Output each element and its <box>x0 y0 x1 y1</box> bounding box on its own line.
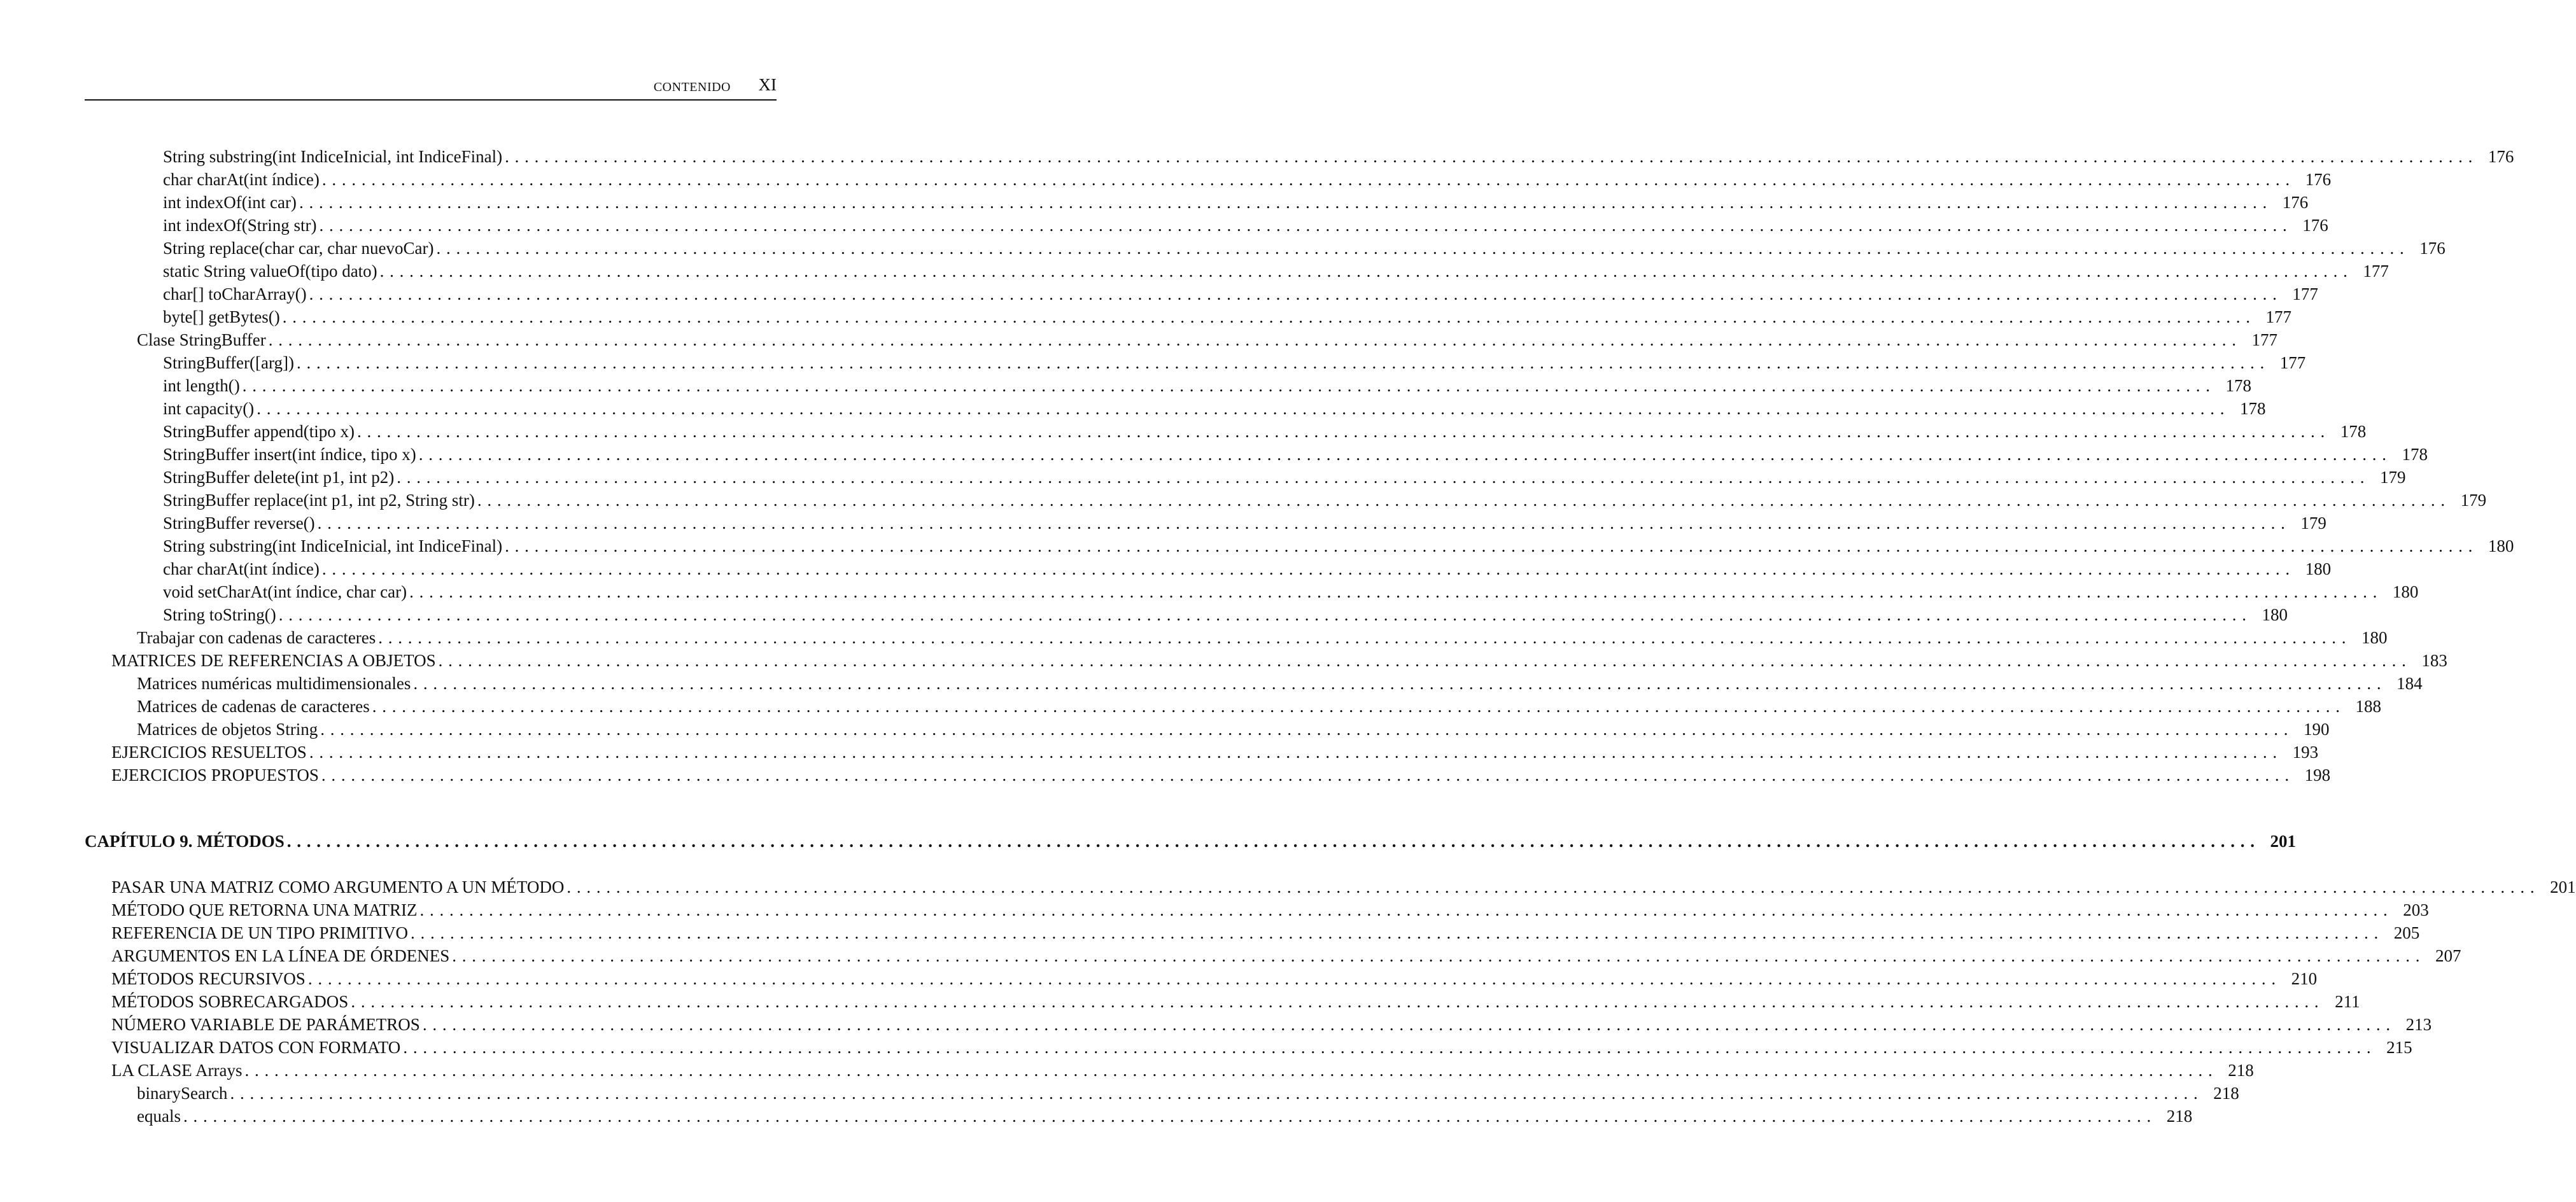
toc-entry-page: 201 <box>2270 832 2297 851</box>
toc-entry-page: 177 <box>2292 284 2318 304</box>
toc-entry-title: char charAt(int índice) <box>163 170 320 189</box>
toc-entry <box>163 512 2326 534</box>
dot-leader: . . . . . . . . . . . . . . . . . . . . . . . . . . . . . . . . . . . . . . . . . . . . . . . . . . . . . . . . . . . . . . . . . . . . . . . . . . . . . . . . . . . . . . . . . . . . . . . . . . . . . . . . . . . . . . . . . . . . . . . . . . . . . . . . . . . . . . . . . . . . . . . . . . . . . . . . . . . . . . . . . . . . . . . . . . . . . . . . . . . . . . . . . . . . . . . . . . . . . . . . <box>321 170 2291 189</box>
toc-entry-page: 178 <box>2402 445 2428 464</box>
toc-entry <box>163 169 2332 190</box>
toc-entry-title: PASAR UNA MATRIZ COMO ARGUMENTO A UN MÉTODO <box>111 877 565 897</box>
toc-entry-page: 201 <box>2550 877 2576 897</box>
toc-entry-title: Matrices de cadenas de caracteres <box>137 697 370 716</box>
dot-leader: . . . . . . . . . . . . . . . . . . . . . . . . . . . . . . . . . . . . . . . . . . . . . . . . . . . . . . . . . . . . . . . . . . . . . . . . . . . . . . . . . . . . . . . . . . . . . . . . . . . . . . . . . . . . . . . . . . . . . . . . . . . . . . . . . . . . . . . . . . . . . . . . . . . . . . . . . . . . . . . . . . . . . . . . . . . . . . . . . . . . . . . . . . . . . . . . . . . . . . . . <box>317 514 2286 533</box>
dot-leader: . . . . . . . . . . . . . . . . . . . . . . . . . . . . . . . . . . . . . . . . . . . . . . . . . . . . . . . . . . . . . . . . . . . . . . . . . . . . . . . . . . . . . . . . . . . . . . . . . . . . . . . . . . . . . . . . . . . . . . . . . . . . . . . . . . . . . . . . . . . . . . . . . . . . . . . . . . . . . . . . . . . . . . . . . . . . . . . . . . . . . . . . . . . . . . . . . . . . . . . . <box>309 743 2278 762</box>
toc-entry-title: int capacity() <box>163 399 255 418</box>
dot-leader: . . . . . . . . . . . . . . . . . . . . . . . . . . . . . . . . . . . . . . . . . . . . . . . . . . . . . . . . . . . . . . . . . . . . . . . . . . . . . . . . . . . . . . . . . . . . . . . . . . . . . . . . . . . . . . . . . . . . . . . . . . . . . . . . . . . . . . . . . . . . . . . . . . . . . . . . . . . . . . . . . . . . . . . . . . . . . . . . . . . . . . . . . . . . . . . . . . . . . . . . <box>413 674 2382 693</box>
chapter-heading-entry <box>85 830 2297 852</box>
toc-entry <box>163 604 2288 625</box>
toc-entry-title: ARGUMENTOS EN LA LÍNEA DE ÓRDENES <box>111 946 450 965</box>
toc-entry <box>137 718 2330 740</box>
toc-entry <box>137 329 2277 351</box>
toc-entry <box>111 991 2360 1012</box>
toc-entry-title: StringBuffer replace(int p1, int p2, String str) <box>163 491 475 510</box>
toc-entry <box>111 1014 2432 1035</box>
toc-entry-page: 176 <box>2302 216 2328 235</box>
toc-entry <box>163 466 2406 488</box>
dot-leader: . . . . . . . . . . . . . . . . . . . . . . . . . . . . . . . . . . . . . . . . . . . . . . . . . . . . . . . . . . . . . . . . . . . . . . . . . . . . . . . . . . . . . . . . . . . . . . . . . . . . . . . . . . . . . . . . . . . . . . . . . . . . . . . . . . . . . . . . . . . . . . . . . . . . . . . . . . . . . . . . . . . . . . . . . . . . . . . . . . . . . . . . . . . . . . . . . . . . . . . . <box>319 216 2288 235</box>
dot-leader: . . . . . . . . . . . . . . . . . . . . . . . . . . . . . . . . . . . . . . . . . . . . . . . . . . . . . . . . . . . . . . . . . . . . . . . . . . . . . . . . . . . . . . . . . . . . . . . . . . . . . . . . . . . . . . . . . . . . . . . . . . . . . . . . . . . . . . . . . . . . . . . . . . . . . . . . . . . . . . . . . . . . . . . . . . . . . . . . . . . . . . . . . . . . . . . . . . . . . . . . <box>309 284 2277 304</box>
toc-entry <box>163 489 2487 511</box>
dot-leader: . . . . . . . . . . . . . . . . . . . . . . . . . . . . . . . . . . . . . . . . . . . . . . . . . . . . . . . . . . . . . . . . . . . . . . . . . . . . . . . . . . . . . . . . . . . . . . . . . . . . . . . . . . . . . . . . . . . . . . . . . . . . . . . . . . . . . . . . . . . . . . . . . . . . . . . . . . . . . . . . . . . . . . . . . . . . . . . . . . . . . . . . . . . . . . . . . . . . . . . . <box>422 1015 2391 1034</box>
toc-entry-title: static String valueOf(tipo dato) <box>163 262 377 281</box>
dot-leader: . . . . . . . . . . . . . . . . . . . . . . . . . . . . . . . . . . . . . . . . . . . . . . . . . . . . . . . . . . . . . . . . . . . . . . . . . . . . . . . . . . . . . . . . . . . . . . . . . . . . . . . . . . . . . . . . . . . . . . . . . . . . . . . . . . . . . . . . . . . . . . . . . . . . . . . . . . . . . . . . . . . . . . . . . . . . . . . . . . . . . . . . . . . . . . . . . . . . . . . . <box>257 399 2225 418</box>
dot-leader: . . . . . . . . . . . . . . . . . . . . . . . . . . . . . . . . . . . . . . . . . . . . . . . . . . . . . . . . . . . . . . . . . . . . . . . . . . . . . . . . . . . . . . . . . . . . . . . . . . . . . . . . . . . . . . . . . . . . . . . . . . . . . . . . . . . . . . . . . . . . . . . . . . . . . . . . . . . . . . . . . . . . . . . . . . . . . . . . . . . . . . . . . . . . . . . . . . . . . . . . <box>321 559 2291 578</box>
toc-entry-title: int indexOf(int car) <box>163 193 297 212</box>
dot-leader: . . . . . . . . . . . . . . . . . . . . . . . . . . . . . . . . . . . . . . . . . . . . . . . . . . . . . . . . . . . . . . . . . . . . . . . . . . . . . . . . . . . . . . . . . . . . . . . . . . . . . . . . . . . . . . . . . . . . . . . . . . . . . . . . . . . . . . . . . . . . . . . . . . . . . . . . . . . . . . . . . . . . . . . . . . . . . . . . . . . . . . . . . . . . . . . . . . . . . . . . <box>438 651 2407 670</box>
toc-entry-title: MATRICES DE REFERENCIAS A OBJETOS <box>111 651 436 670</box>
toc-entry-page: 176 <box>2282 193 2309 212</box>
header-page-numeral: XI <box>758 75 777 94</box>
toc-entry-title: StringBuffer reverse() <box>163 514 315 533</box>
toc-entry-page: 215 <box>2386 1038 2412 1057</box>
dot-leader: . . . . . . . . . . . . . . . . . . . . . . . . . . . . . . . . . . . . . . . . . . . . . . . . . . . . . . . . . . . . . . . . . . . . . . . . . . . . . . . . . . . . . . . . . . . . . . . . . . . . . . . . . . . . . . . . . . . . . . . . . . . . . . . . . . . . . . . . . . . . . . . . . . . . . . . . . . . . . . . . . . . . . . . . . . . . . . . . . . . . . . . . . . . . . . . . . . . . . . . . <box>372 697 2341 716</box>
toc-entry-page: 218 <box>2166 1107 2193 1126</box>
toc-entry <box>111 1037 2412 1058</box>
toc-entry-title: REFERENCIA DE UN TIPO PRIMITIVO <box>111 923 409 942</box>
toc-entry-page: 180 <box>2305 559 2332 578</box>
toc-entry-page: 205 <box>2393 923 2420 942</box>
toc-entry <box>163 535 2514 557</box>
toc-entry-page: 180 <box>2488 536 2514 556</box>
toc-entry <box>111 876 2576 898</box>
toc-entry-page: 188 <box>2355 697 2382 716</box>
dot-leader: . . . . . . . . . . . . . . . . . . . . . . . . . . . . . . . . . . . . . . . . . . . . . . . . . . . . . . . . . . . . . . . . . . . . . . . . . . . . . . . . . . . . . . . . . . . . . . . . . . . . . . . . . . . . . . . . . . . . . . . . . . . . . . . . . . . . . . . . . . . . . . . . . . . . . . . . . . . . . . . . . . . . . . . . . . . . . . . . . . . . . . . . . . . . . . . . . . . . . . . . <box>307 969 2277 988</box>
toc-entry-title: StringBuffer([arg]) <box>163 353 294 372</box>
toc-entry-title: String substring(int IndiceInicial, int IndiceFinal) <box>163 147 503 166</box>
dot-leader: . . . . . . . . . . . . . . . . . . . . . . . . . . . . . . . . . . . . . . . . . . . . . . . . . . . . . . . . . . . . . . . . . . . . . . . . . . . . . . . . . . . . . . . . . . . . . . . . . . . . . . . . . . . . . . . . . . . . . . . . . . . . . . . . . . . . . . . . . . . . . . . . . . . . . . . . . . . . . . . . . . . . . . . . . . . . . . . . . . . . . . . . . . . . . . . . . . . . . . . . <box>268 330 2237 349</box>
dot-leader: . . . . . . . . . . . . . . . . . . . . . . . . . . . . . . . . . . . . . . . . . . . . . . . . . . . . . . . . . . . . . . . . . . . . . . . . . . . . . . . . . . . . . . . . . . . . . . . . . . . . . . . . . . . . . . . . . . . . . . . . . . . . . . . . . . . . . . . . . . . . . . . . . . . . . . . . . . . . . . . . . . . . . . . . . . . . . . . . . . . . . . . . . . . . . . . . . . . . . . . . <box>403 1038 2372 1057</box>
toc-entry-title: void setCharAt(int índice, char car) <box>163 582 407 601</box>
toc-entry-page: 207 <box>2435 946 2461 965</box>
dot-leader: . . . . . . . . . . . . . . . . . . . . . . . . . . . . . . . . . . . . . . . . . . . . . . . . . . . . . . . . . . . . . . . . . . . . . . . . . . . . . . . . . . . . . . . . . . . . . . . . . . . . . . . . . . . . . . . . . . . . . . . . . . . . . . . . . . . . . . . . . . . . . . . . . . . . . . . . . . . . . . . . . . . . . . . . . . . . . . . . . . . . . . . . . . . . . . . . . . . . . . . . <box>242 376 2211 395</box>
toc-entry-title: MÉTODO QUE RETORNA UNA MATRIZ <box>111 900 418 919</box>
toc-entry-title: StringBuffer append(tipo x) <box>163 422 355 441</box>
toc-entry-title: Matrices de objetos String <box>137 720 318 739</box>
toc-entry-title: equals <box>137 1107 181 1126</box>
toc-entry-title: StringBuffer insert(int índice, tipo x) <box>163 445 416 464</box>
toc-entry <box>163 283 2318 305</box>
dot-leader: . . . . . . . . . . . . . . . . . . . . . . . . . . . . . . . . . . . . . . . . . . . . . . . . . . . . . . . . . . . . . . . . . . . . . . . . . . . . . . . . . . . . . . . . . . . . . . . . . . . . . . . . . . . . . . . . . . . . . . . . . . . . . . . . . . . . . . . . . . . . . . . . . . . . . . . . . . . . . . . . . . . . . . . . . . . . . . . . . . . . . . . . . . . . . . . . . . . . . . . . <box>183 1107 2152 1126</box>
dot-leader: . . . . . . . . . . . . . . . . . . . . . . . . . . . . . . . . . . . . . . . . . . . . . . . . . . . . . . . . . . . . . . . . . . . . . . . . . . . . . . . . . . . . . . . . . . . . . . . . . . . . . . . . . . . . . . . . . . . . . . . . . . . . . . . . . . . . . . . . . . . . . . . . . . . . . . . . . . . . . . . . . . . . . . . . . . . . . . . . . . . . . . . . . . . . . . . . . . . . . . . . <box>356 422 2326 441</box>
toc-entry <box>163 421 2367 442</box>
toc-entry-title: int indexOf(String str) <box>163 216 317 235</box>
toc-entry-title: binarySearch <box>137 1084 228 1103</box>
toc-entry <box>111 650 2447 671</box>
toc-entry-page: 177 <box>2265 307 2291 326</box>
toc-entry <box>163 192 2309 213</box>
toc-entry <box>137 1105 2193 1127</box>
toc-entry <box>163 146 2514 167</box>
toc-entry-page: 176 <box>2419 239 2446 258</box>
toc-entry-title: MÉTODOS RECURSIVOS <box>111 969 306 988</box>
toc-entry-title: byte[] getBytes() <box>163 307 280 326</box>
toc-entry-title: LA CLASE Arrays <box>111 1061 243 1080</box>
toc-entry-title: String replace(char car, char nuevoCar) <box>163 239 434 258</box>
toc-entry-page: 177 <box>2251 330 2277 349</box>
toc-entry <box>111 899 2429 921</box>
toc-entry-page: 178 <box>2340 422 2367 441</box>
toc-entry-page: 193 <box>2292 743 2319 762</box>
dot-leader: . . . . . . . . . . . . . . . . . . . . . . . . . . . . . . . . . . . . . . . . . . . . . . . . . . . . . . . . . . . . . . . . . . . . . . . . . . . . . . . . . . . . . . . . . . . . . . . . . . . . . . . . . . . . . . . . . . . . . . . . . . . . . . . . . . . . . . . . . . . . . . . . . . . . . . . . . . . . . . . . . . . . . . . . . . . . . . . . . . . . . . . . . . . . . . . . . . . . . . . . <box>452 946 2421 965</box>
toc-entry-page: 218 <box>2213 1084 2239 1103</box>
running-header <box>85 75 777 101</box>
toc-entry-page: 177 <box>2363 262 2389 281</box>
toc-entry-title: String toString() <box>163 605 276 624</box>
toc-entry <box>137 673 2423 694</box>
toc-entry-page: 190 <box>2303 720 2330 739</box>
toc-entry-page: 213 <box>2405 1015 2432 1034</box>
toc-entry-page: 179 <box>2300 514 2326 533</box>
toc-entry-title: Clase StringBuffer <box>137 330 266 349</box>
toc-entry <box>137 1082 2239 1104</box>
toc-entry <box>111 922 2420 944</box>
toc-entry-title: VISUALIZAR DATOS CON FORMATO <box>111 1038 401 1057</box>
toc-entry <box>163 237 2446 259</box>
dot-leader: . . . . . . . . . . . . . . . . . . . . . . . . . . . . . . . . . . . . . . . . . . . . . . . . . . . . . . . . . . . . . . . . . . . . . . . . . . . . . . . . . . . . . . . . . . . . . . . . . . . . . . . . . . . . . . . . . . . . . . . . . . . . . . . . . . . . . . . . . . . . . . . . . . . . . . . . . . . . . . . . . . . . . . . . . . . . . . . . . . . . . . . . . . . . . . . . . . . . . . . . <box>418 445 2387 464</box>
dot-leader: . . . . . . . . . . . . . . . . . . . . . . . . . . . . . . . . . . . . . . . . . . . . . . . . . . . . . . . . . . . . . . . . . . . . . . . . . . . . . . . . . . . . . . . . . . . . . . . . . . . . . . . . . . . . . . . . . . . . . . . . . . . . . . . . . . . . . . . . . . . . . . . . . . . . . . . . . . . . . . . . . . . . . . . . . . . . . . . . . . . . . . . . . . . . . . . . . . . . . . . . <box>230 1084 2199 1103</box>
toc-entry <box>111 764 2331 786</box>
toc-entry <box>163 444 2428 465</box>
dot-leader: . . . . . . . . . . . . . . . . . . . . . . . . . . . . . . . . . . . . . . . . . . . . . . . . . . . . . . . . . . . . . . . . . . . . . . . . . . . . . . . . . . . . . . . . . . . . . . . . . . . . . . . . . . . . . . . . . . . . . . . . . . . . . . . . . . . . . . . . . . . . . . . . . . . . . . . . . . . . . . . . . . . . . . . . . . . . . . . . . . . . . . . . . . . . . . . . . . . . . . . . <box>286 832 2256 851</box>
dot-leader: . . . . . . . . . . . . . . . . . . . . . . . . . . . . . . . . . . . . . . . . . . . . . . . . . . . . . . . . . . . . . . . . . . . . . . . . . . . . . . . . . . . . . . . . . . . . . . . . . . . . . . . . . . . . . . . . . . . . . . . . . . . . . . . . . . . . . . . . . . . . . . . . . . . . . . . . . . . . . . . . . . . . . . . . . . . . . . . . . . . . . . . . . . . . . . . . . . . . . . . . <box>411 923 2379 942</box>
dot-leader: . . . . . . . . . . . . . . . . . . . . . . . . . . . . . . . . . . . . . . . . . . . . . . . . . . . . . . . . . . . . . . . . . . . . . . . . . . . . . . . . . . . . . . . . . . . . . . . . . . . . . . . . . . . . . . . . . . . . . . . . . . . . . . . . . . . . . . . . . . . . . . . . . . . . . . . . . . . . . . . . . . . . . . . . . . . . . . . . . . . . . . . . . . . . . . . . . . . . . . . . <box>351 992 2319 1011</box>
toc-entry-title: EJERCICIOS PROPUESTOS <box>111 765 319 785</box>
toc-entry-page: 178 <box>2239 399 2266 418</box>
header-section-title: CONTENIDO <box>653 80 731 94</box>
toc-entry-page: 177 <box>2279 353 2306 372</box>
dot-leader: . . . . . . . . . . . . . . . . . . . . . . . . . . . . . . . . . . . . . . . . . . . . . . . . . . . . . . . . . . . . . . . . . . . . . . . . . . . . . . . . . . . . . . . . . . . . . . . . . . . . . . . . . . . . . . . . . . . . . . . . . . . . . . . . . . . . . . . . . . . . . . . . . . . . . . . . . . . . . . . . . . . . . . . . . . . . . . . . . . . . . . . . . . . . . . . . . . . . . . . . <box>436 239 2405 258</box>
toc-entry-page: 179 <box>2460 491 2487 510</box>
toc-entry <box>163 398 2266 419</box>
toc-entry-page: 176 <box>2305 170 2332 189</box>
toc-entry-title: CAPÍTULO 9. MÉTODOS <box>85 832 285 851</box>
toc-entry <box>163 558 2332 580</box>
toc-entry-page: 203 <box>2403 900 2429 919</box>
dot-leader: . . . . . . . . . . . . . . . . . . . . . . . . . . . . . . . . . . . . . . . . . . . . . . . . . . . . . . . . . . . . . . . . . . . . . . . . . . . . . . . . . . . . . . . . . . . . . . . . . . . . . . . . . . . . . . . . . . . . . . . . . . . . . . . . . . . . . . . . . . . . . . . . . . . . . . . . . . . . . . . . . . . . . . . . . . . . . . . . . . . . . . . . . . . . . . . . . . . . . . . . <box>321 765 2290 785</box>
toc-entry <box>163 260 2389 282</box>
dot-leader: . . . . . . . . . . . . . . . . . . . . . . . . . . . . . . . . . . . . . . . . . . . . . . . . . . . . . . . . . . . . . . . . . . . . . . . . . . . . . . . . . . . . . . . . . . . . . . . . . . . . . . . . . . . . . . . . . . . . . . . . . . . . . . . . . . . . . . . . . . . . . . . . . . . . . . . . . . . . . . . . . . . . . . . . . . . . . . . . . . . . . . . . . . . . . . . . . . . . . . . . <box>379 262 2348 281</box>
toc-entry-page: 180 <box>2392 582 2419 601</box>
toc-entry-title: char charAt(int índice) <box>163 559 320 578</box>
dot-leader: . . . . . . . . . . . . . . . . . . . . . . . . . . . . . . . . . . . . . . . . . . . . . . . . . . . . . . . . . . . . . . . . . . . . . . . . . . . . . . . . . . . . . . . . . . . . . . . . . . . . . . . . . . . . . . . . . . . . . . . . . . . . . . . . . . . . . . . . . . . . . . . . . . . . . . . . . . . . . . . . . . . . . . . . . . . . . . . . . . . . . . . . . . . . . . . . . . . . . . . . <box>397 468 2365 487</box>
toc-entry-page: 179 <box>2379 468 2406 487</box>
toc-entry-title: char[] toCharArray() <box>163 284 307 304</box>
toc-entry <box>163 306 2291 328</box>
toc-entry-title: NÚMERO VARIABLE DE PARÁMETROS <box>111 1015 420 1034</box>
dot-leader: . . . . . . . . . . . . . . . . . . . . . . . . . . . . . . . . . . . . . . . . . . . . . . . . . . . . . . . . . . . . . . . . . . . . . . . . . . . . . . . . . . . . . . . . . . . . . . . . . . . . . . . . . . . . . . . . . . . . . . . . . . . . . . . . . . . . . . . . . . . . . . . . . . . . . . . . . . . . . . . . . . . . . . . . . . . . . . . . . . . . . . . . . . . . . . . . . . . . . . . . <box>477 491 2446 510</box>
toc-entry-title: Matrices numéricas multidimensionales <box>137 674 411 693</box>
toc-entry-page: 198 <box>2304 765 2331 785</box>
toc-entry <box>163 352 2306 374</box>
toc-entry-page: 210 <box>2291 969 2318 988</box>
toc-entry-page: 211 <box>2335 992 2360 1011</box>
toc-entry <box>111 741 2319 763</box>
toc-entry-page: 218 <box>2228 1061 2254 1080</box>
dot-leader: . . . . . . . . . . . . . . . . . . . . . . . . . . . . . . . . . . . . . . . . . . . . . . . . . . . . . . . . . . . . . . . . . . . . . . . . . . . . . . . . . . . . . . . . . . . . . . . . . . . . . . . . . . . . . . . . . . . . . . . . . . . . . . . . . . . . . . . . . . . . . . . . . . . . . . . . . . . . . . . . . . . . . . . . . . . . . . . . . . . . . . . . . . . . . . . . . . . . . . . . <box>567 877 2535 897</box>
dot-leader: . . . . . . . . . . . . . . . . . . . . . . . . . . . . . . . . . . . . . . . . . . . . . . . . . . . . . . . . . . . . . . . . . . . . . . . . . . . . . . . . . . . . . . . . . . . . . . . . . . . . . . . . . . . . . . . . . . . . . . . . . . . . . . . . . . . . . . . . . . . . . . . . . . . . . . . . . . . . . . . . . . . . . . . . . . . . . . . . . . . . . . . . . . . . . . . . . . . . . . . . <box>320 720 2289 739</box>
toc-entry <box>163 375 2251 396</box>
toc-entry-title: int length() <box>163 376 240 395</box>
toc-entry <box>111 1059 2254 1081</box>
dot-leader: . . . . . . . . . . . . . . . . . . . . . . . . . . . . . . . . . . . . . . . . . . . . . . . . . . . . . . . . . . . . . . . . . . . . . . . . . . . . . . . . . . . . . . . . . . . . . . . . . . . . . . . . . . . . . . . . . . . . . . . . . . . . . . . . . . . . . . . . . . . . . . . . . . . . . . . . . . . . . . . . . . . . . . . . . . . . . . . . . . . . . . . . . . . . . . . . . . . . . . . . <box>505 147 2474 166</box>
toc-entry-title: Trabajar con cadenas de caracteres <box>137 628 376 647</box>
dot-leader: . . . . . . . . . . . . . . . . . . . . . . . . . . . . . . . . . . . . . . . . . . . . . . . . . . . . . . . . . . . . . . . . . . . . . . . . . . . . . . . . . . . . . . . . . . . . . . . . . . . . . . . . . . . . . . . . . . . . . . . . . . . . . . . . . . . . . . . . . . . . . . . . . . . . . . . . . . . . . . . . . . . . . . . . . . . . . . . . . . . . . . . . . . . . . . . . . . . . . . . . <box>296 353 2265 372</box>
dot-leader: . . . . . . . . . . . . . . . . . . . . . . . . . . . . . . . . . . . . . . . . . . . . . . . . . . . . . . . . . . . . . . . . . . . . . . . . . . . . . . . . . . . . . . . . . . . . . . . . . . . . . . . . . . . . . . . . . . . . . . . . . . . . . . . . . . . . . . . . . . . . . . . . . . . . . . . . . . . . . . . . . . . . . . . . . . . . . . . . . . . . . . . . . . . . . . . . . . . . . . . . <box>244 1061 2213 1080</box>
toc-entry-title: StringBuffer delete(int p1, int p2) <box>163 468 395 487</box>
toc-entry-page: 176 <box>2488 147 2514 166</box>
toc-entry-page: 178 <box>2225 376 2251 395</box>
toc-entry-title: EJERCICIOS RESUELTOS <box>111 743 307 762</box>
toc-entry-page: 180 <box>2361 628 2388 647</box>
dot-leader: . . . . . . . . . . . . . . . . . . . . . . . . . . . . . . . . . . . . . . . . . . . . . . . . . . . . . . . . . . . . . . . . . . . . . . . . . . . . . . . . . . . . . . . . . . . . . . . . . . . . . . . . . . . . . . . . . . . . . . . . . . . . . . . . . . . . . . . . . . . . . . . . . . . . . . . . . . . . . . . . . . . . . . . . . . . . . . . . . . . . . . . . . . . . . . . . . . . . . . . . <box>282 307 2251 326</box>
toc-entry <box>163 214 2328 236</box>
toc-entry-page: 184 <box>2397 674 2423 693</box>
toc-entry <box>163 581 2419 603</box>
dot-leader: . . . . . . . . . . . . . . . . . . . . . . . . . . . . . . . . . . . . . . . . . . . . . . . . . . . . . . . . . . . . . . . . . . . . . . . . . . . . . . . . . . . . . . . . . . . . . . . . . . . . . . . . . . . . . . . . . . . . . . . . . . . . . . . . . . . . . . . . . . . . . . . . . . . . . . . . . . . . . . . . . . . . . . . . . . . . . . . . . . . . . . . . . . . . . . . . . . . . . . . . <box>419 900 2388 919</box>
toc-entry-title: MÉTODOS SOBRECARGADOS <box>111 992 349 1011</box>
dot-leader: . . . . . . . . . . . . . . . . . . . . . . . . . . . . . . . . . . . . . . . . . . . . . . . . . . . . . . . . . . . . . . . . . . . . . . . . . . . . . . . . . . . . . . . . . . . . . . . . . . . . . . . . . . . . . . . . . . . . . . . . . . . . . . . . . . . . . . . . . . . . . . . . . . . . . . . . . . . . . . . . . . . . . . . . . . . . . . . . . . . . . . . . . . . . . . . . . . . . . . . . <box>299 193 2268 212</box>
toc-entry-title: String substring(int IndiceInicial, int IndiceFinal) <box>163 536 503 556</box>
toc-entry-page: 180 <box>2262 605 2288 624</box>
toc-entry <box>137 627 2388 648</box>
toc-entry-page: 183 <box>2421 651 2447 670</box>
dot-leader: . . . . . . . . . . . . . . . . . . . . . . . . . . . . . . . . . . . . . . . . . . . . . . . . . . . . . . . . . . . . . . . . . . . . . . . . . . . . . . . . . . . . . . . . . . . . . . . . . . . . . . . . . . . . . . . . . . . . . . . . . . . . . . . . . . . . . . . . . . . . . . . . . . . . . . . . . . . . . . . . . . . . . . . . . . . . . . . . . . . . . . . . . . . . . . . . . . . . . . . . <box>278 605 2248 624</box>
dot-leader: . . . . . . . . . . . . . . . . . . . . . . . . . . . . . . . . . . . . . . . . . . . . . . . . . . . . . . . . . . . . . . . . . . . . . . . . . . . . . . . . . . . . . . . . . . . . . . . . . . . . . . . . . . . . . . . . . . . . . . . . . . . . . . . . . . . . . . . . . . . . . . . . . . . . . . . . . . . . . . . . . . . . . . . . . . . . . . . . . . . . . . . . . . . . . . . . . . . . . . . . <box>409 582 2378 601</box>
toc-entry <box>111 945 2461 967</box>
dot-leader: . . . . . . . . . . . . . . . . . . . . . . . . . . . . . . . . . . . . . . . . . . . . . . . . . . . . . . . . . . . . . . . . . . . . . . . . . . . . . . . . . . . . . . . . . . . . . . . . . . . . . . . . . . . . . . . . . . . . . . . . . . . . . . . . . . . . . . . . . . . . . . . . . . . . . . . . . . . . . . . . . . . . . . . . . . . . . . . . . . . . . . . . . . . . . . . . . . . . . . . . <box>378 628 2347 647</box>
toc-entry <box>111 968 2318 989</box>
toc-entry <box>137 695 2382 717</box>
dot-leader: . . . . . . . . . . . . . . . . . . . . . . . . . . . . . . . . . . . . . . . . . . . . . . . . . . . . . . . . . . . . . . . . . . . . . . . . . . . . . . . . . . . . . . . . . . . . . . . . . . . . . . . . . . . . . . . . . . . . . . . . . . . . . . . . . . . . . . . . . . . . . . . . . . . . . . . . . . . . . . . . . . . . . . . . . . . . . . . . . . . . . . . . . . . . . . . . . . . . . . . . <box>505 536 2474 556</box>
